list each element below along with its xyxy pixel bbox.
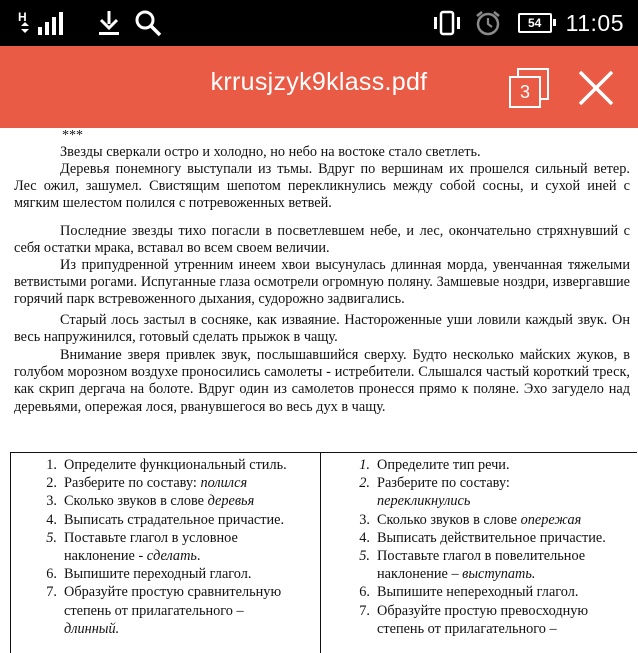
tabs-button[interactable] xyxy=(509,68,549,108)
task-continuation: длинный. xyxy=(64,620,120,637)
status-left-icons xyxy=(18,8,162,38)
task-item: 6. Выпишите непереходный глагол. xyxy=(359,584,579,601)
task-item: 2. Разберите по составу: полился xyxy=(46,475,248,492)
signal-icon xyxy=(18,9,74,37)
task-continuation: степень от прилагательного – xyxy=(377,620,557,637)
close-icon xyxy=(578,70,614,106)
close-button[interactable] xyxy=(578,70,614,106)
tasks-column-left xyxy=(11,456,316,638)
search-icon xyxy=(134,9,162,37)
document-title: krrusjzyk9klass.pdf xyxy=(210,68,428,96)
paragraph-6: Внимание зверя привлек звук, послышавшийся сверху. Будто несколько майских жуков, в голубом морозном воздухе проносились самолеты - истребители. Слышался частый короткий треск, как скрип дергача на болоте. Вдруг один из самолетов пронесся прямо к поляне. Эхо загудело над деревьями, опережая лося, рванувшегося во весь дух в чащу. xyxy=(14,347,630,415)
task-item: 7. Образуйте простую превосходную xyxy=(359,602,589,619)
tab-count: 3 xyxy=(509,76,541,108)
task-item: 7. Образуйте простую сравнительную xyxy=(46,584,282,601)
task-item: 3. Сколько звуков в слове деревья xyxy=(46,493,255,510)
battery-icon xyxy=(518,13,552,33)
network-type-label: H xyxy=(18,10,27,24)
task-item: 1. Определите тип речи. xyxy=(359,457,510,473)
paragraph-2: Деревья понемногу выступали из тьмы. Вдруг по вершинам их прошелся сильный ветер. Лес ожил, зашумел. Свистящим шепотом перекликнулись между собой сосны, и сухой иней с мягким шелестом полился с потревоженных ветвей. xyxy=(14,161,630,212)
separator: *** xyxy=(62,128,83,143)
clock: 11:05 xyxy=(565,9,624,36)
pdf-page[interactable] xyxy=(0,128,638,640)
status-right-icons xyxy=(430,8,624,38)
vibrate-icon xyxy=(430,10,464,36)
battery-level: 54 xyxy=(527,16,542,30)
task-item: 1. Определите функциональный стиль. xyxy=(46,457,287,473)
status-bar xyxy=(0,0,638,46)
task-item: 2. Разберите по составу: xyxy=(359,475,510,492)
task-item: 4. Выписать действительное причастие. xyxy=(359,529,606,546)
paragraph-5: Старый лось застыл в сосняке, как изваяние. Настороженные уши ловили каждый звук. Он весь напружинился, готовый сделать прыжок в чащу. xyxy=(14,312,630,346)
task-item: 4. Выписать страдательное причастие. xyxy=(46,511,285,528)
task-item: 5. Поставьте глагол в повелительное xyxy=(359,548,586,565)
task-item: 5. Поставьте глагол в условное xyxy=(46,529,238,546)
paragraph-3: Последние звезды тихо погасли в посветлевшем небе, и лес, окончательно стряхнувший с себя остатки мрака, вставал во всем своем величии. xyxy=(14,223,630,257)
task-item: 3. Сколько звуков в слове опережая xyxy=(359,511,582,528)
paragraph-1: Звезды сверкали остро и холодно, но небо на востоке стало светлеть. xyxy=(60,144,481,160)
task-continuation: перекликнулись xyxy=(377,493,471,510)
download-icon xyxy=(98,10,120,36)
paragraph-4: Из припудренной утренним инеем хвои высунулась длинная морда, увенчанная тяжелыми ветвистыми рогами. Испуганные глаза осмотрели огромную поляну. Замшевые ноздри, извергавшие горячий парк встревоженного дыхания, судорожно задвигались. xyxy=(14,257,630,308)
task-continuation: наклонение – выступать. xyxy=(377,566,536,583)
alarm-icon xyxy=(474,9,502,37)
tasks-column-right xyxy=(324,456,636,638)
task-continuation: наклонение - сделать. xyxy=(64,548,201,565)
app-bar xyxy=(0,46,638,128)
tasks-table xyxy=(10,452,637,653)
table-divider xyxy=(320,453,321,653)
task-continuation: степень от прилагательного – xyxy=(64,602,244,619)
task-item: 6. Выпишите переходный глагол. xyxy=(46,566,252,583)
